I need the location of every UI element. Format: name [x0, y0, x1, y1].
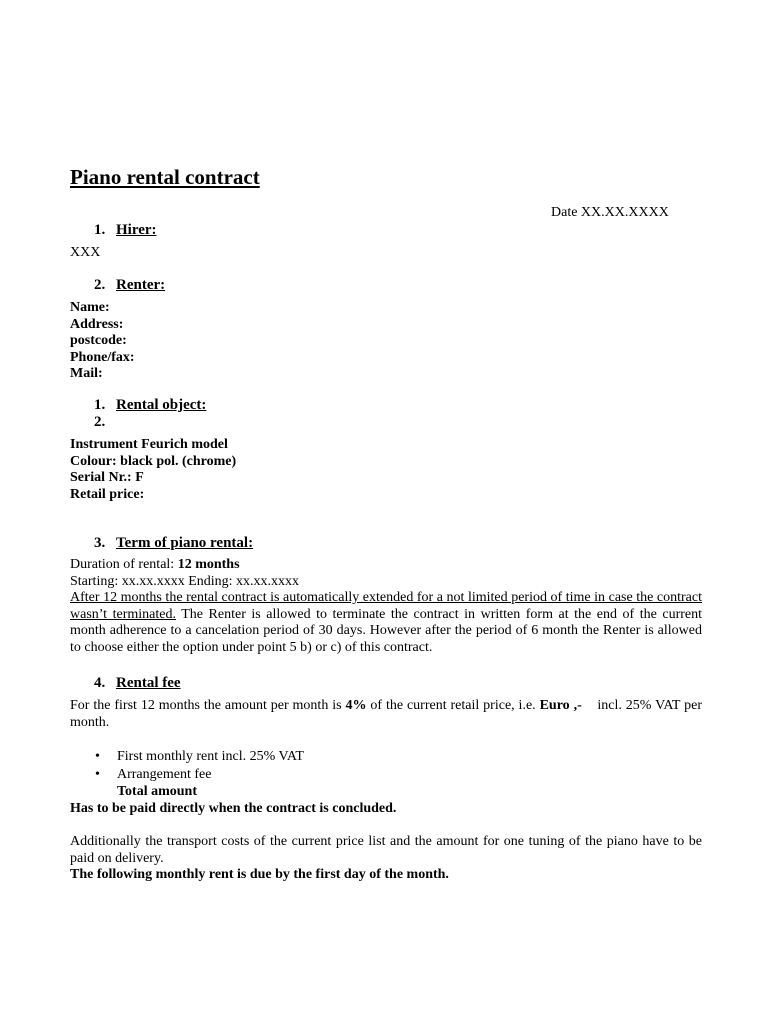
list-item — [95, 749, 304, 765]
section-renter-heading — [94, 277, 165, 294]
renter-field-mail: Mail: — [70, 366, 103, 382]
section-rental-object-heading — [94, 397, 206, 414]
section-label: Rental object: — [116, 397, 207, 413]
contract-date: Date XX.XX.XXXX — [551, 205, 669, 220]
fee-percent: 4% — [345, 698, 367, 713]
section-number: 1. — [94, 397, 106, 413]
fee-euro: Euro ,- — [539, 698, 582, 713]
list-item — [95, 767, 212, 783]
section-term-heading — [94, 535, 253, 552]
rental-object-details — [70, 437, 702, 503]
term-duration — [70, 557, 702, 574]
section-label: Hirer: — [116, 222, 157, 238]
section-hirer-heading — [94, 222, 157, 239]
renter-field-phone: Phone/fax: — [70, 349, 135, 365]
section-label: Renter: — [116, 277, 166, 293]
instrument-retail-price: Retail price: — [70, 486, 145, 502]
monthly-rent-due-note: The following monthly rent is due by the first day of the month. — [70, 867, 449, 882]
section-label: Rental fee — [116, 675, 181, 691]
section-fee-heading — [94, 675, 181, 692]
instrument-model: Instrument Feurich model — [70, 437, 228, 452]
bullet-icon: • — [95, 749, 100, 764]
instrument-colour: Colour: black pol. (chrome) — [70, 453, 237, 469]
additional-costs-paragraph: Additionally the transport costs of the current price list and the amount for one tuning of the piano have to be paid on delivery. — [70, 834, 702, 866]
fee-paragraph — [70, 698, 706, 731]
instrument-serial: Serial Nr.: F — [70, 470, 144, 486]
total-amount: Total amount — [117, 784, 198, 799]
hirer-value: XXX — [70, 245, 101, 260]
renter-field-address: Address: — [70, 316, 124, 332]
section-number: 2. — [94, 414, 106, 430]
section-sub-number — [94, 414, 116, 431]
section-number: 1. — [94, 222, 106, 238]
renter-field-postcode: postcode: — [70, 333, 127, 349]
bullet-first-monthly-rent: First monthly rent incl. 25% VAT — [117, 749, 304, 764]
duration-value: 12 months — [177, 557, 240, 572]
term-starting-ending: Starting: xx.xx.xxxx Ending: xx.xx.xxxx — [70, 574, 300, 589]
paid-directly-note: Has to be paid directly when the contract is concluded. — [70, 801, 397, 816]
section-number: 4. — [94, 675, 106, 691]
duration-label: Duration of rental: — [70, 557, 178, 572]
fee-text: of the current retail price, i.e. — [366, 698, 540, 713]
section-label: Term of piano rental: — [116, 535, 254, 551]
bullet-icon: • — [95, 767, 100, 782]
document-title: Piano rental contract — [70, 165, 260, 189]
fee-text: incl. 25% VAT per month. — [70, 698, 706, 730]
renter-field-name: Name: — [70, 300, 110, 315]
renter-fields — [70, 300, 702, 383]
term-paragraph — [70, 590, 702, 656]
term-termination-text: The Renter is allowed to terminate the contract in written form at the end of the current month adherence to a cancelation period of 30 days. However after the period of 6 month the Renter is allowed to choose either the option under point 5 b) or c) of this contract. — [70, 606, 702, 655]
bullet-arrangement-fee: Arrangement fee — [117, 767, 212, 782]
fee-text: For the first 12 months the amount per month is — [70, 698, 346, 713]
term-extension-text: After 12 months the rental contract is automatically extended for a not limited period of time in case the contract wasn’t terminated. — [70, 590, 702, 622]
section-number: 2. — [94, 277, 106, 293]
section-number: 3. — [94, 535, 106, 551]
